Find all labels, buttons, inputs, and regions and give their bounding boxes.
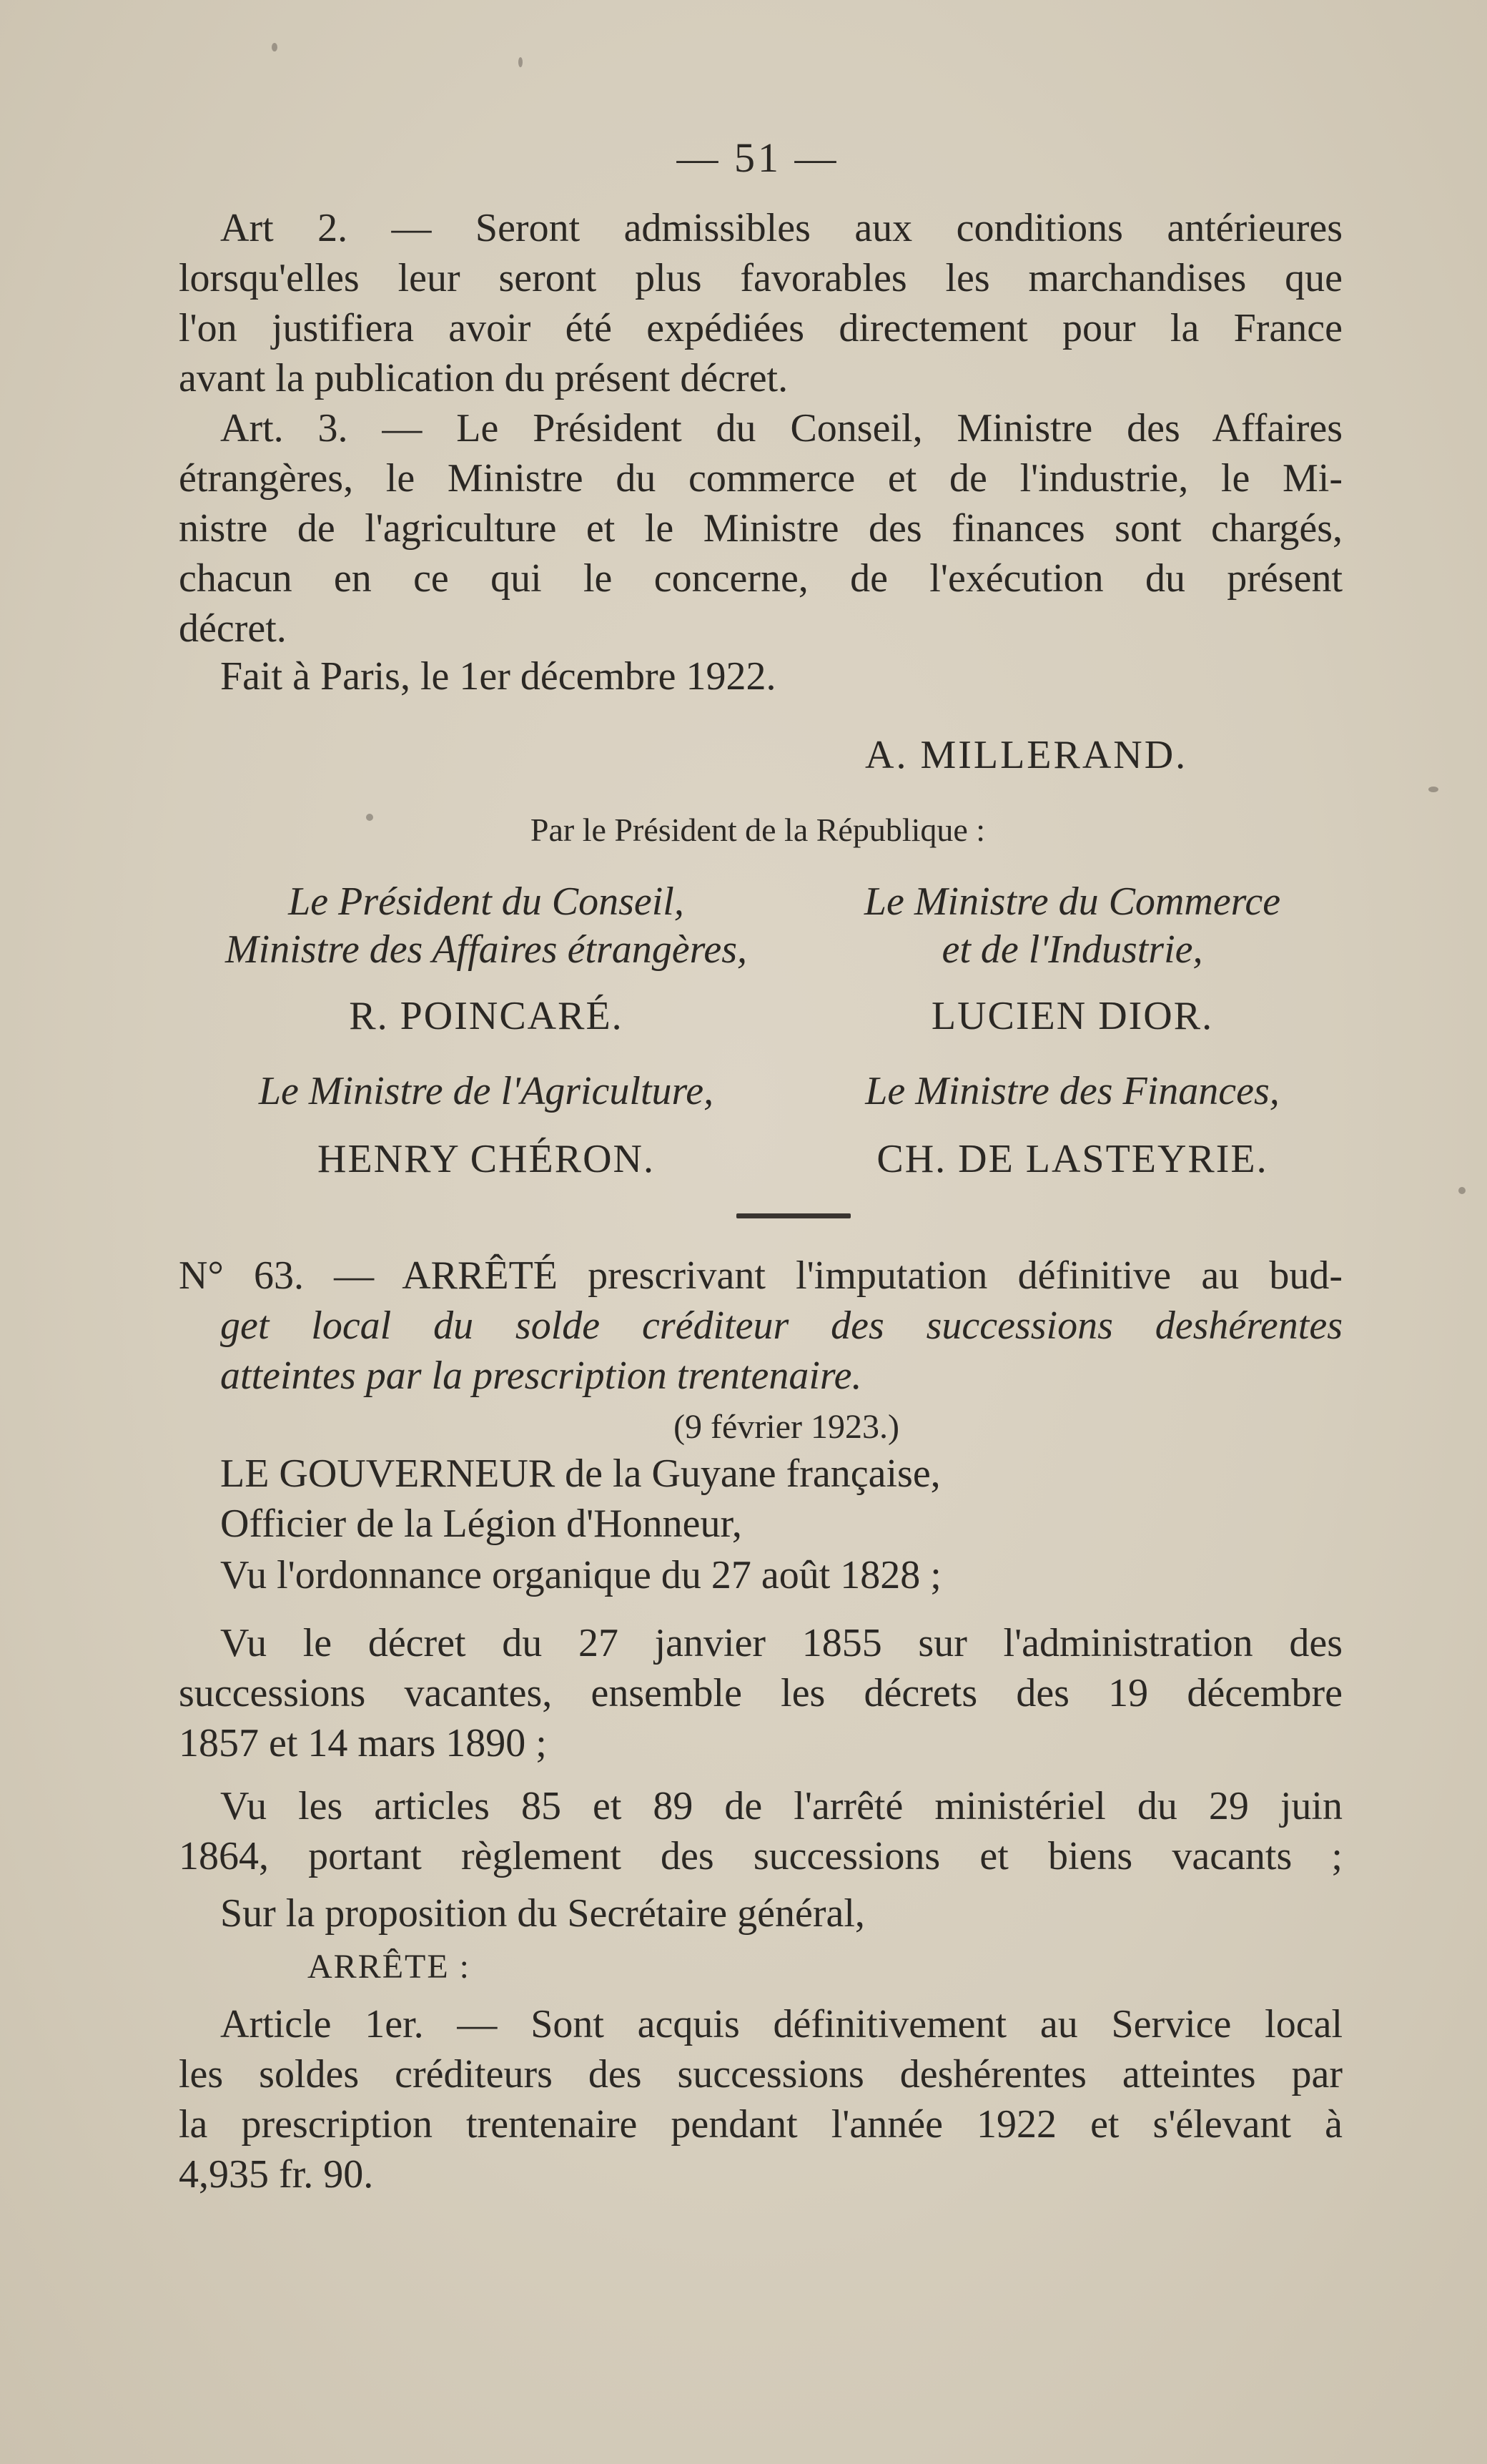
minister-right2-title: Le Ministre des Finances, xyxy=(865,1069,1280,1113)
minister-left1-title2: Ministre des Affaires étrangères, xyxy=(225,927,747,972)
minister-left2-title: Le Ministre de l'Agriculture, xyxy=(258,1069,714,1113)
art2-line-3: l'on justifiera avoir été expédiées directement pour la France xyxy=(179,306,1343,350)
minister-right2-name: CH. DE LASTEYRIE. xyxy=(876,1137,1268,1181)
minister-left1-title1: Le Président du Conseil, xyxy=(288,879,684,924)
vu-decret-line-2: successions vacantes, ensemble les décrets des 19 décembre xyxy=(179,1671,1343,1715)
par-le-president: Par le Président de la République : xyxy=(530,812,986,848)
paper-speck xyxy=(366,814,373,821)
no63-heading-line-2: get local du solde créditeur des successions deshérentes xyxy=(220,1304,1343,1348)
vu-decret-line-1: Vu le décret du 27 janvier 1855 sur l'administration des xyxy=(220,1621,1343,1665)
section-divider xyxy=(736,1213,851,1218)
art3-line-5: décret. xyxy=(179,606,287,651)
minister-left2-name: HENRY CHÉRON. xyxy=(317,1137,655,1181)
art3-line-2: étrangères, le Ministre du commerce et de l'industrie, le Mi- xyxy=(179,456,1343,501)
art2-line-2: lorsqu'elles leur seront plus favorables les marchandises que xyxy=(179,256,1343,300)
officier-line: Officier de la Légion d'Honneur, xyxy=(220,1502,742,1546)
art2-line-4: avant la publication du présent décret. xyxy=(179,356,789,400)
fait-a-paris: Fait à Paris, le 1er décembre 1922. xyxy=(220,654,776,699)
signatory-millerand: A. MILLERAND. xyxy=(865,733,1188,777)
paper-speck xyxy=(518,57,523,67)
page-number: — 51 — xyxy=(676,134,839,181)
vu-articles-line-2: 1864, portant règlement des successions et biens vacants ; xyxy=(179,1834,1343,1878)
minister-right1-title1: Le Ministre du Commerce xyxy=(864,879,1281,924)
art3-line-4: chacun en ce qui le concerne, de l'exécution du présent xyxy=(179,556,1343,601)
art3-line-1: Art. 3. — Le Président du Conseil, Ministre des Affaires xyxy=(220,406,1343,450)
paper-speck xyxy=(272,43,277,51)
minister-right1-name: LUCIEN DIOR. xyxy=(931,994,1214,1038)
article1-line-1: Article 1er. — Sont acquis définitivement au Service local xyxy=(220,2002,1343,2046)
vu-articles-line-1: Vu les articles 85 et 89 de l'arrêté ministériel du 29 juin xyxy=(220,1784,1343,1828)
no63-date: (9 février 1923.) xyxy=(673,1408,899,1446)
vu-ordonnance: Vu l'ordonnance organique du 27 août 1828 ; xyxy=(220,1553,942,1597)
vu-decret-line-3: 1857 et 14 mars 1890 ; xyxy=(179,1721,547,1765)
minister-left1-name: R. POINCARÉ. xyxy=(349,994,623,1038)
art3-line-3: nistre de l'agriculture et le Ministre des finances sont chargés, xyxy=(179,506,1343,551)
article1-line-4: 4,935 fr. 90. xyxy=(179,2152,374,2197)
gouverneur-line: LE GOUVERNEUR de la Guyane française, xyxy=(220,1452,941,1496)
minister-right1-title2: et de l'Industrie, xyxy=(942,927,1203,972)
no63-heading-line-1: N° 63. — ARRÊTÉ prescrivant l'imputation définitive au bud- xyxy=(179,1253,1343,1298)
paper-speck xyxy=(1458,1187,1466,1194)
article1-line-3: la prescription trentenaire pendant l'année 1922 et s'élevant à xyxy=(179,2102,1343,2147)
paper-speck xyxy=(1428,787,1438,792)
no63-heading-line-3: atteintes par la prescription trentenaire. xyxy=(220,1354,862,1398)
arrete-heading: ARRÊTE : xyxy=(307,1948,470,1986)
article1-line-2: les soldes créditeurs des successions deshérentes atteintes par xyxy=(179,2052,1343,2096)
proposition-line: Sur la proposition du Secrétaire général, xyxy=(220,1891,865,1936)
art2-line-1: Art 2. — Seront admissibles aux conditions antérieures xyxy=(220,206,1343,250)
